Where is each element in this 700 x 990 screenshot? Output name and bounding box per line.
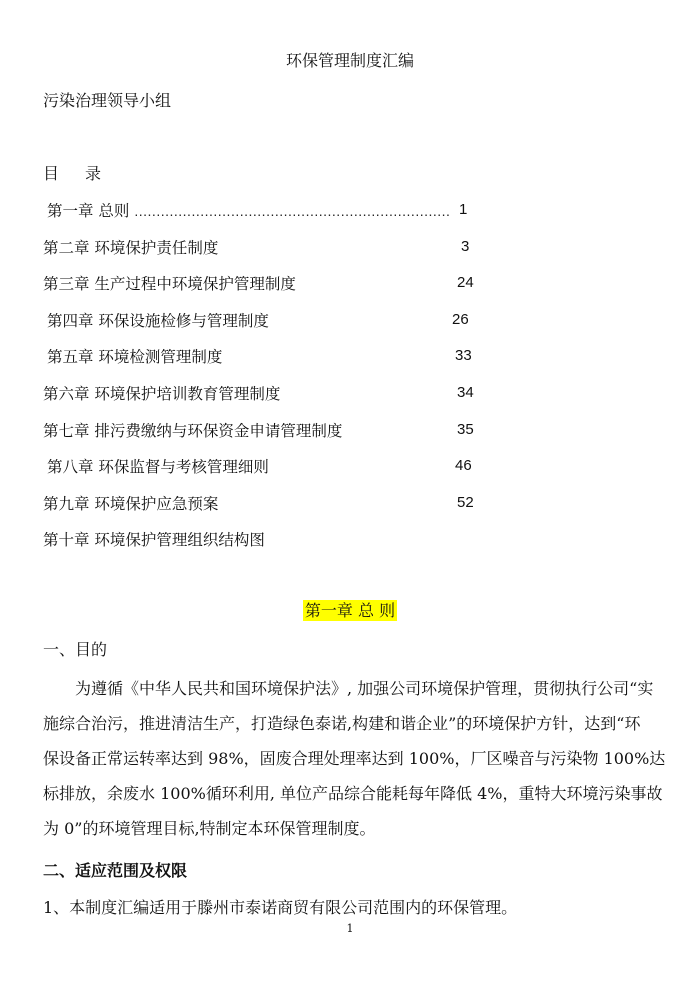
- toc-entry-page: 35: [457, 421, 474, 438]
- toc-entry-page: 34: [457, 384, 474, 401]
- toc-entry-page: 26: [452, 311, 469, 328]
- toc-entry: 第十章 环境保护管理组织结构图: [43, 531, 265, 549]
- toc-entry-page: 24: [457, 274, 474, 291]
- paragraph-line: 为遵循《中华人民共和国环境保护法》, 加强公司环境保护管理，贯彻执行公司“实: [75, 679, 654, 698]
- toc-entry: [47, 199, 450, 221]
- purpose-paragraph: [43, 671, 666, 846]
- toc-entry: 第三章 生产过程中环境保护管理制度: [43, 275, 296, 293]
- toc-entry: 第七章 排污费缴纳与环保资金申请管理制度: [43, 422, 343, 440]
- toc-entry-page: 1: [459, 201, 468, 218]
- toc-entry: 第五章 环境检测管理制度: [47, 348, 223, 366]
- toc-heading-right: 录: [85, 164, 102, 183]
- toc-entry-page: 33: [455, 347, 472, 364]
- paragraph-line: 施综合治污，推进清洁生产，打造绿色泰诺,构建和谐企业”的环境保护方针，达到“环: [43, 714, 641, 733]
- paragraph-line: 为 0”的环境管理目标,特制定本环保管理制度。: [43, 819, 376, 838]
- page-number: 1: [346, 922, 354, 935]
- toc-entry-label: 第一章 总则: [47, 202, 130, 220]
- toc-heading: [43, 161, 101, 184]
- toc-leader: ........................................................................: [134, 203, 451, 219]
- paragraph-line: 标排放，余废水 100%循环利用, 单位产品综合能耗每年降低 4%，重特大环境污染事故: [43, 784, 663, 803]
- toc-entry-page: 52: [457, 494, 474, 511]
- toc-entry: 第八章 环保监督与考核管理细则: [47, 458, 269, 476]
- section-purpose-title: 一、目的: [43, 640, 108, 659]
- toc-entry: 第二章 环境保护责任制度: [43, 239, 219, 257]
- document-title: 环保管理制度汇编: [285, 51, 414, 70]
- toc-entry: 第四章 环保设施检修与管理制度: [47, 312, 269, 330]
- chapter-heading-highlight: 第一章 总 则: [304, 601, 396, 620]
- paragraph-line: 保设备正常运转率达到 98%，固废合理处理率达到 100%，厂区噪音与污染物 100%达: [43, 749, 666, 768]
- scope-item: 1、本制度汇编适用于滕州市泰诺商贸有限公司范围内的环保管理。: [43, 898, 518, 917]
- toc-entry: 第九章 环境保护应急预案: [43, 495, 219, 513]
- section-scope-title: 二、适应范围及权限: [43, 861, 188, 880]
- document-subtitle: 污染治理领导小组: [43, 91, 172, 110]
- toc-entry-page: 3: [461, 238, 470, 255]
- toc-heading-left: 目: [43, 164, 60, 183]
- toc-entry-page: 46: [455, 457, 472, 474]
- chapter-heading: [0, 598, 700, 621]
- toc-entry: 第六章 环境保护培训教育管理制度: [43, 385, 281, 403]
